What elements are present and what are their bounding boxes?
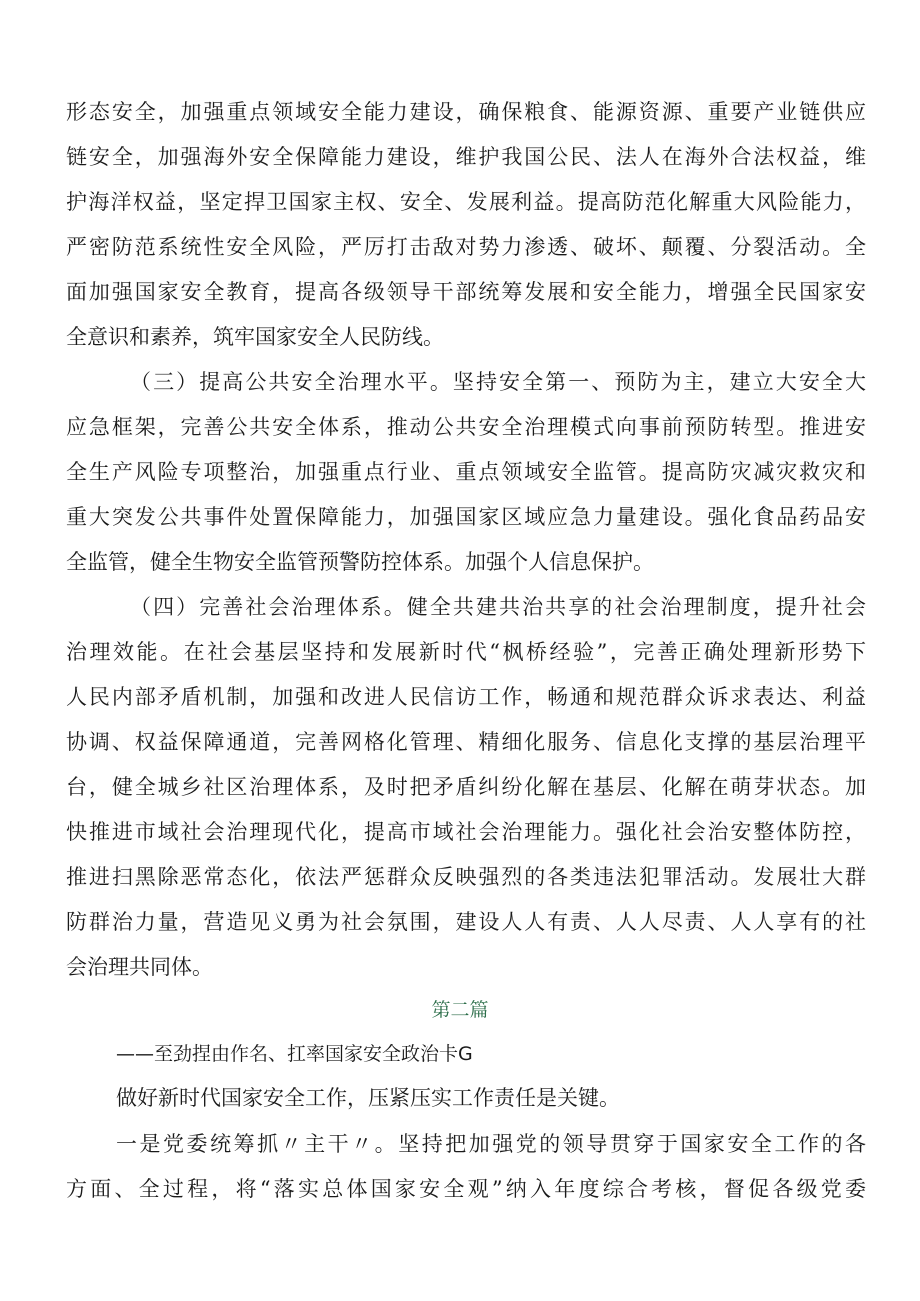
part-two-subtitle: ——至劲捏由作名、扛率国家安全政治卡G	[116, 1043, 473, 1065]
paragraph-line: 应急框架，完善公共安全体系，推动公共安全治理模式向事前预防转型。推进安	[66, 415, 866, 439]
paragraph-line: 全监管，健全生物安全监管预警防控体系。加强个人信息保护。	[66, 550, 654, 574]
paragraph-line: 全意识和素养，筑牢国家安全人民防线。	[66, 325, 444, 349]
paragraph-line: 形态安全，加强重点领域安全能力建设，确保粮食、能源资源、重要产业链供应	[66, 100, 866, 124]
paragraph-line: 推进扫黑除恶常态化，依法严惩群众反映强烈的各类违法犯罪活动。发展壮大群	[66, 865, 866, 889]
paragraph-line: 全生产风险专项整治，加强重点行业、重点领域安全监管。提高防灾减灾救灾和	[66, 460, 866, 484]
paragraph-line: 严密防范系统性安全风险，严厉打击敌对势力渗透、破坏、颠覆、分裂活动。全	[66, 235, 866, 259]
paragraph-line: 重大突发公共事件处置保障能力，加强国家区域应急力量建设。强化食品药品安	[66, 505, 866, 529]
paragraph-line: 会治理共同体。	[66, 955, 213, 979]
section-four-first-line: （四）完善社会治理体系。健全共建共治共享的社会治理制度，提升社会	[130, 595, 866, 619]
paragraph-line: 链安全，加强海外安全保障能力建设，维护我国公民、法人在海外合法权益，维	[66, 145, 866, 169]
part-two-heading: 第二篇	[431, 999, 489, 1021]
part-two-paragraph-line: 方面、全过程，将“落实总体国家安全观”纳入年度综合考核，督促各级党委	[66, 1177, 866, 1201]
part-two-paragraph-line: 一是党委统筹抓〃主干〃。坚持把加强党的领导贯穿于国家安全工作的各	[116, 1132, 866, 1156]
paragraph-line: 台，健全城乡社区治理体系，及时把矛盾纠纷化解在基层、化解在萌芽状态。加	[66, 775, 866, 799]
paragraph-line: 治理效能。在社会基层坚持和发展新时代“枫桥经验”，完善正确处理新形势下	[66, 640, 866, 664]
paragraph-line: 面加强国家安全教育，提高各级领导干部统筹发展和安全能力，增强全民国家安	[66, 280, 866, 304]
paragraph-line: 防群治力量，营造见义勇为社会氛围，建设人人有责、人人尽责、人人享有的社	[66, 910, 866, 934]
paragraph-line: 人民内部矛盾机制，加强和改进人民信访工作，畅通和规范群众诉求表达、利益	[66, 685, 866, 709]
part-two-lead: 做好新时代国家安全工作，压紧压实工作责任是关键。	[116, 1086, 620, 1110]
paragraph-line: 协调、权益保障通道，完善网格化管理、精细化服务、信息化支撑的基层治理平	[66, 730, 866, 754]
paragraph-line: 快推进市域社会治理现代化，提高市域社会治理能力。强化社会治安整体防控，	[66, 820, 866, 844]
paragraph-line: 护海洋权益，坚定捍卫国家主权、安全、发展利益。提高防范化解重大风险能力，	[66, 190, 866, 214]
section-three-first-line: （三）提高公共安全治理水平。坚持安全第一、预防为主，建立大安全大	[130, 370, 866, 394]
